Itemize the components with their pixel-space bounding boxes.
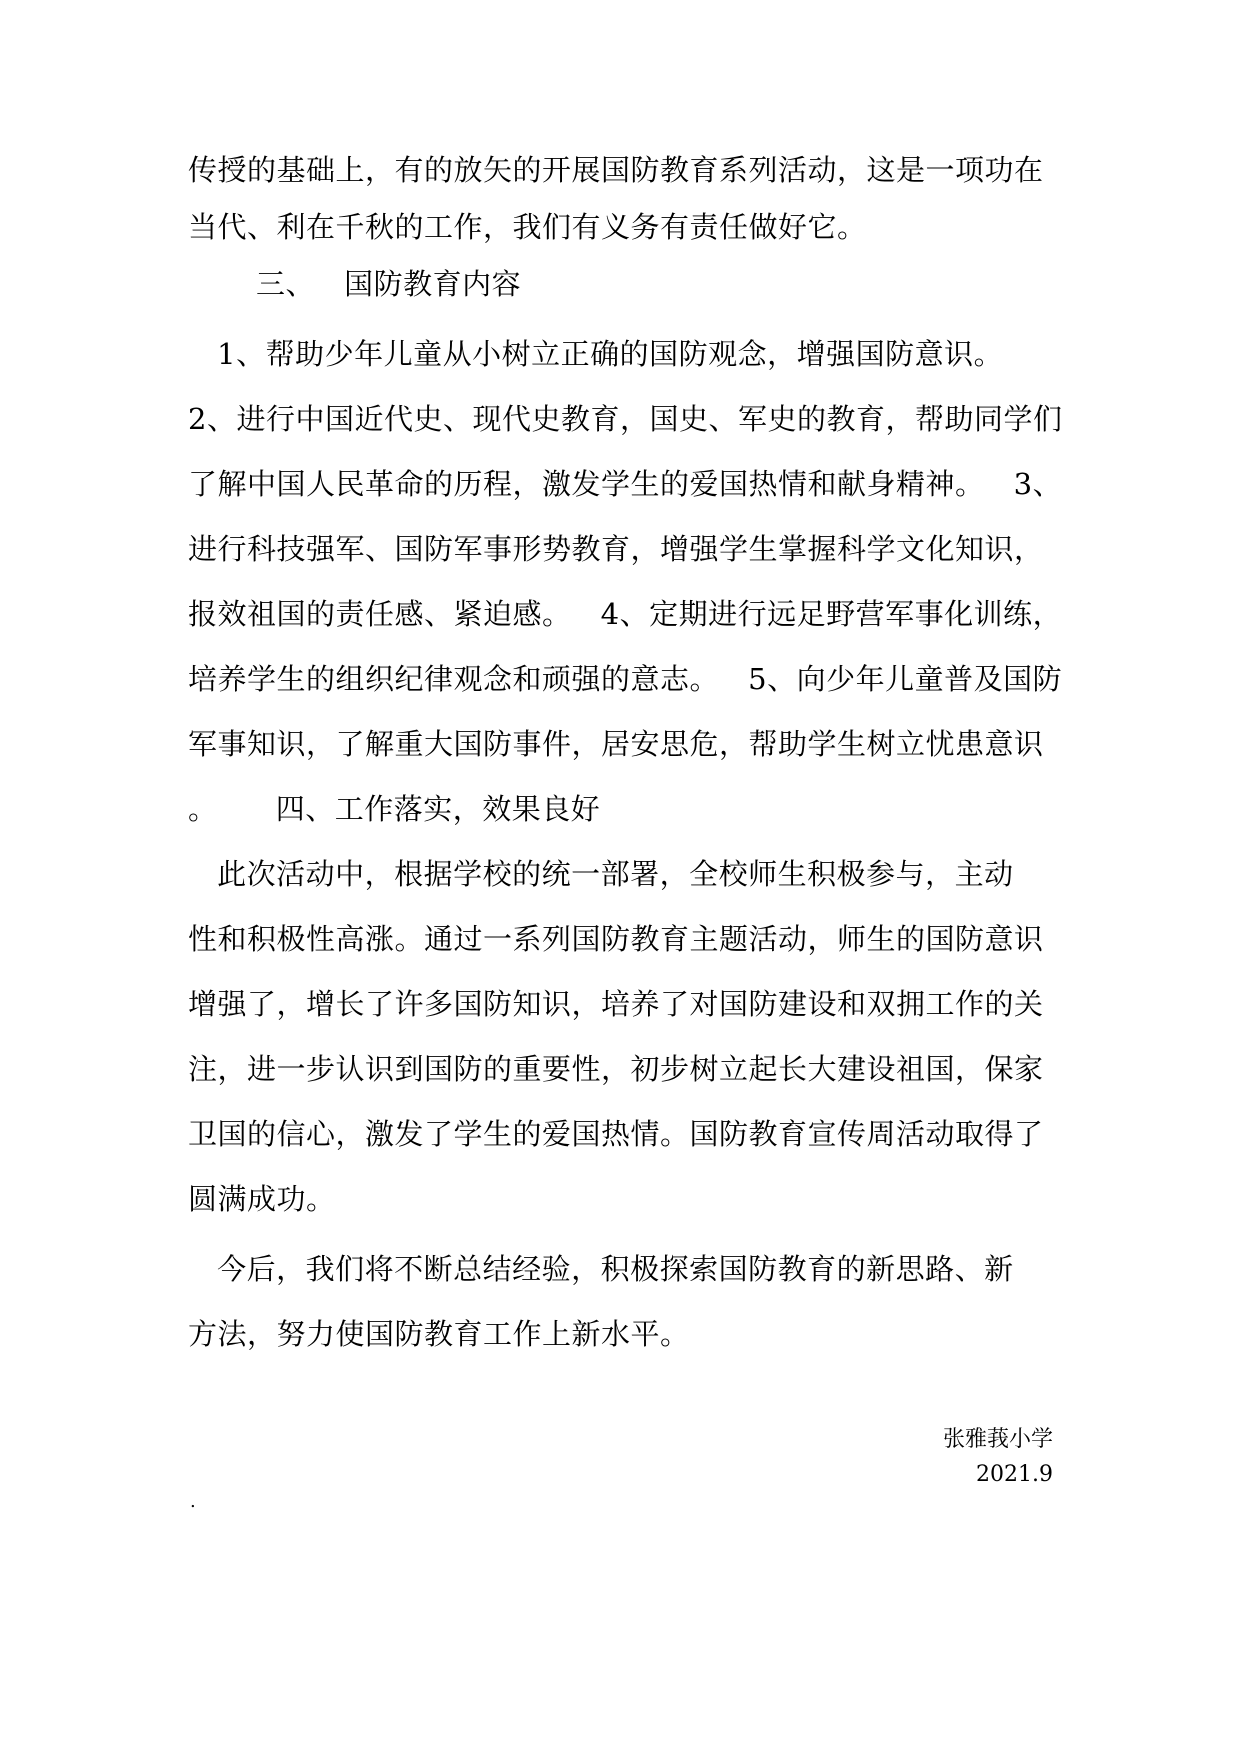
section-heading: 三、 国防教育内容	[188, 267, 522, 301]
body-line: 了解中国人民革命的历程，激发学生的爱国热情和献身精神。 3、	[188, 467, 1063, 501]
body-line: 报效祖国的责任感、紧迫感。 4、定期进行远足野营军事化训练，	[188, 597, 1063, 631]
signature-date: 2021.9	[976, 1462, 1053, 1487]
body-line: 今后，我们将不断总结经验，积极探索国防教育的新思路、新	[188, 1252, 1014, 1286]
section-heading: 。 四、工作落实，效果良好	[188, 792, 601, 826]
body-line: 2、进行中国近代史、现代史教育，国史、军史的教育，帮助同学们	[188, 402, 1063, 436]
body-line: 性和积极性高涨。通过一系列国防教育主题活动，师生的国防意识	[188, 922, 1044, 956]
body-line: 注，进一步认识到国防的重要性，初步树立起长大建设祖国，保家	[188, 1052, 1044, 1086]
body-line: 此次活动中，根据学校的统一部署，全校师生积极参与，主动	[188, 857, 1014, 891]
body-line: 方法，努力使国防教育工作上新水平。	[188, 1317, 690, 1351]
body-line: 1、帮助少年儿童从小树立正确的国防观念，增强国防意识。	[188, 337, 1004, 371]
body-line: 传授的基础上，有的放矢的开展国防教育系列活动，这是一项功在	[188, 153, 1044, 187]
body-line: 军事知识，了解重大国防事件，居安思危，帮助学生树立忧患意识	[188, 727, 1044, 761]
signature-school: 张雅莪小学	[942, 1427, 1053, 1452]
body-line: 进行科技强军、国防军事形势教育，增强学生掌握科学文化知识，	[188, 532, 1044, 566]
body-line: 培养学生的组织纪律观念和顽强的意志。 5、向少年儿童普及国防	[188, 662, 1063, 696]
body-line: 圆满成功。	[188, 1182, 336, 1216]
body-line: 卫国的信心，激发了学生的爱国热情。国防教育宣传周活动取得了	[188, 1117, 1044, 1151]
body-line: 当代、利在千秋的工作，我们有义务有责任做好它。	[188, 210, 867, 244]
body-line: 增强了，增长了许多国防知识，培养了对国防建设和双拥工作的关	[188, 987, 1044, 1021]
footer-mark: .	[190, 1491, 196, 1512]
